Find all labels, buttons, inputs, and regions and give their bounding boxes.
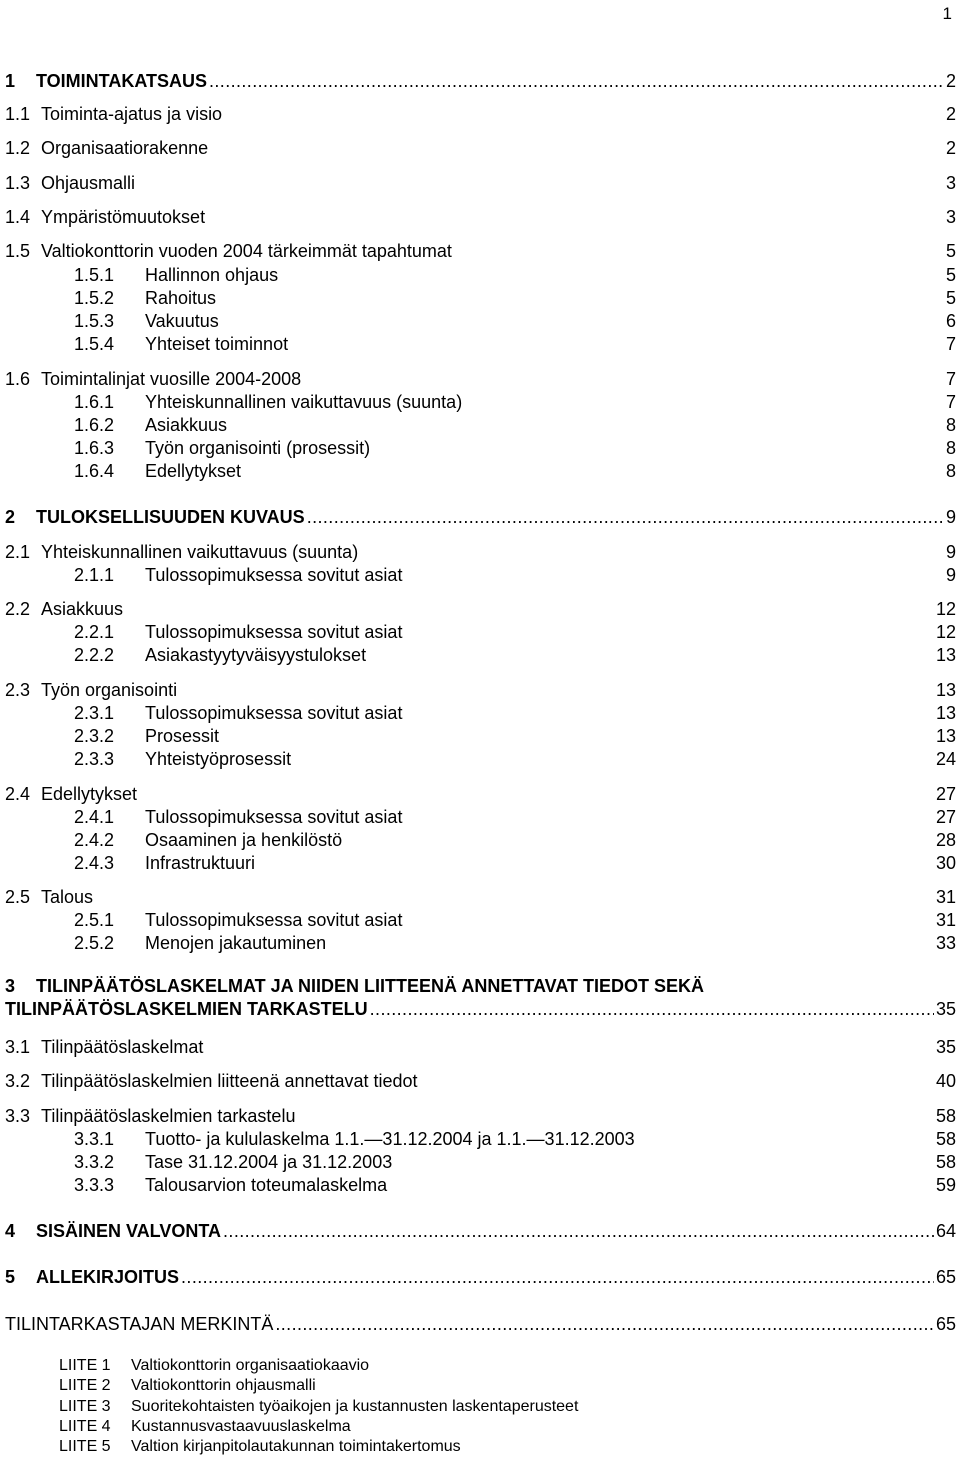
toc-entry-page: 28 <box>935 830 956 850</box>
toc-entry-page: 3 <box>945 207 956 227</box>
toc-entry[interactable] <box>0 564 960 586</box>
toc-entry-number: 2.1 <box>5 542 31 562</box>
toc-entry-page: 65 <box>935 1267 956 1287</box>
toc-entry-title-text: TOIMINTAKATSAUS <box>36 71 207 91</box>
toc-entry-page: 31 <box>935 887 956 907</box>
toc-entry[interactable] <box>0 333 960 355</box>
toc-entry-number: 1.2 <box>5 138 31 158</box>
toc-entry-title: Rahoitus <box>145 288 217 308</box>
toc-entry-title <box>5 998 956 1020</box>
toc-entry-page: 2 <box>945 104 956 124</box>
toc-entry-title-line2: TILINPÄÄTÖSLASKELMIEN TARKASTELU <box>5 999 368 1019</box>
toc-entry-title: Vakuutus <box>145 311 219 331</box>
toc-entry-number: 1 <box>5 71 16 91</box>
toc-entry-page: 33 <box>935 933 956 953</box>
toc-entry-number: 3.3.2 <box>74 1152 115 1172</box>
toc-entry-title: Tilinpäätöslaskelmat <box>41 1037 204 1057</box>
toc-entry-number: 1.5.4 <box>74 334 115 354</box>
toc-entry-title: Toiminta-ajatus ja visio <box>41 104 223 124</box>
toc-entry-page: 30 <box>935 853 956 873</box>
toc-entry-title: Tilinpäätöslaskelmien tarkastelu <box>41 1106 296 1126</box>
toc-entry-page: 58 <box>935 1129 956 1149</box>
toc-entry-number: 1.1 <box>5 104 31 124</box>
toc-entry[interactable] <box>0 437 960 459</box>
toc-entry-title: Toimintalinjat vuosille 2004-2008 <box>41 369 302 389</box>
toc-entry-title-line1: TILINPÄÄTÖSLASKELMAT JA NIIDEN LIITTEENÄ ANNETTAVAT TIEDOT SEKÄ <box>36 976 704 996</box>
toc-entry-title: Edellytykset <box>41 784 138 804</box>
toc-entry-page: 40 <box>935 1071 956 1091</box>
toc-entry-title <box>36 506 956 528</box>
toc-entry-page: 5 <box>945 265 956 285</box>
appendix-code: LIITE 2 <box>59 1377 111 1394</box>
appendix-item[interactable] <box>59 1376 316 1396</box>
toc-entry[interactable] <box>0 1151 960 1173</box>
toc-entry-number: 2.4 <box>5 784 31 804</box>
dot-leader <box>209 70 944 92</box>
toc-entry[interactable] <box>0 1220 960 1242</box>
toc-entry-number: 3.1 <box>5 1037 31 1057</box>
toc-entry[interactable] <box>0 783 960 805</box>
appendix-title: Kustannusvastaavuuslaskelma <box>131 1418 351 1435</box>
toc-entry[interactable] <box>0 1128 960 1150</box>
toc-entry-title-text: TILINTARKASTAJAN MERKINTÄ <box>5 1314 274 1334</box>
toc-entry-page: 5 <box>945 241 956 261</box>
toc-entry-title: Menojen jakautuminen <box>145 933 327 953</box>
toc-entry-page: 27 <box>935 784 956 804</box>
toc-entry[interactable] <box>0 598 960 620</box>
toc-entry-number: 2.4.2 <box>74 830 115 850</box>
toc-entry-page: 65 <box>935 1314 956 1334</box>
toc-entry[interactable] <box>0 287 960 309</box>
toc-entry-number: 2.3.1 <box>74 703 115 723</box>
toc-entry-number: 1.6.1 <box>74 392 115 412</box>
dot-leader <box>223 1220 934 1242</box>
toc-entry-number: 1.6.4 <box>74 461 115 481</box>
toc-entry-number: 2.2.2 <box>74 645 115 665</box>
appendix-item[interactable] <box>59 1397 578 1417</box>
toc-entry-title: Tulossopimuksessa sovitut asiat <box>145 807 403 827</box>
toc-entry[interactable] <box>0 541 960 563</box>
toc-entry[interactable] <box>0 137 960 159</box>
toc-entry-page: 6 <box>945 311 956 331</box>
toc-entry-title: Tulossopimuksessa sovitut asiat <box>145 703 403 723</box>
toc-entry[interactable] <box>0 368 960 390</box>
toc-entry[interactable] <box>0 909 960 931</box>
dot-leader <box>370 998 934 1020</box>
toc-entry[interactable] <box>0 310 960 332</box>
toc-entry-page: 13 <box>935 726 956 746</box>
appendix-code: LIITE 3 <box>59 1398 111 1415</box>
toc-entry-title: Yhteiskunnallinen vaikuttavuus (suunta) <box>145 392 463 412</box>
appendix-item[interactable] <box>59 1437 461 1457</box>
toc-entry-number: 5 <box>5 1267 16 1287</box>
toc-entry-number: 2.3.2 <box>74 726 115 746</box>
toc-entry[interactable] <box>0 806 960 828</box>
toc-entry-number: 3.2 <box>5 1071 31 1091</box>
toc-entry-title: Tulossopimuksessa sovitut asiat <box>145 565 403 585</box>
toc-entry[interactable] <box>0 506 960 528</box>
toc-entry-page: 9 <box>945 565 956 585</box>
toc-entry-page: 58 <box>935 1152 956 1172</box>
toc-entry[interactable] <box>0 103 960 125</box>
toc-entry-title: Valtiokonttorin vuoden 2004 tärkeimmät tapahtumat <box>41 241 452 261</box>
toc-entry-title: Talous <box>41 887 94 907</box>
toc-entry-number: 1.6 <box>5 369 31 389</box>
toc-entry-number: 1.5.2 <box>74 288 115 308</box>
toc-entry[interactable] <box>0 70 960 92</box>
toc-entry[interactable] <box>0 621 960 643</box>
page-number: 1 <box>942 4 952 23</box>
toc-entry-page: 27 <box>935 807 956 827</box>
toc-entry-page: 2 <box>945 138 956 158</box>
toc-entry[interactable] <box>0 391 960 413</box>
toc-entry-title: Tulossopimuksessa sovitut asiat <box>145 910 403 930</box>
appendix-code: LIITE 4 <box>59 1418 111 1435</box>
toc-entry-page: 59 <box>935 1175 956 1195</box>
toc-entry-number: 2.3.3 <box>74 749 115 769</box>
toc-entry-number: 2 <box>5 507 16 527</box>
appendix-item[interactable] <box>59 1356 369 1376</box>
toc-entry-title: Ympäristömuutokset <box>41 207 206 227</box>
toc-entry-title: Työn organisointi (prosessit) <box>145 438 371 458</box>
toc-entry-number: 2.1.1 <box>74 565 115 585</box>
toc-entry-page: 8 <box>945 415 956 435</box>
toc-entry-page: 2 <box>945 71 956 91</box>
toc-entry-title-text: SISÄINEN VALVONTA <box>36 1221 222 1241</box>
appendix-title: Valtion kirjanpitolautakunnan toimintakertomus <box>131 1438 461 1455</box>
toc-entry-title: Ohjausmalli <box>41 173 136 193</box>
toc-entry-page: 31 <box>935 910 956 930</box>
toc-entry-number: 1.6.3 <box>74 438 115 458</box>
toc-entry[interactable] <box>0 1036 960 1058</box>
toc-entry-number: 2.5 <box>5 887 31 907</box>
toc-entry-number: 1.6.2 <box>74 415 115 435</box>
toc-entry-number: 1.5 <box>5 241 31 261</box>
toc-entry-page: 12 <box>935 622 956 642</box>
toc-entry-title <box>5 1313 956 1335</box>
toc-entry-title: Tase 31.12.2004 ja 31.12.2003 <box>145 1152 393 1172</box>
toc-entry[interactable] <box>0 702 960 724</box>
toc-entry[interactable] <box>0 725 960 747</box>
appendix-title: Valtiokonttorin organisaatiokaavio <box>131 1357 370 1374</box>
toc-entry[interactable] <box>0 852 960 874</box>
toc-entry-page: 24 <box>935 749 956 769</box>
dot-leader <box>275 1313 934 1335</box>
toc-entry[interactable] <box>0 460 960 482</box>
toc-entry[interactable] <box>0 414 960 436</box>
appendix-title: Valtiokonttorin ohjausmalli <box>131 1377 316 1394</box>
toc-entry[interactable] <box>0 240 960 262</box>
toc-entry[interactable] <box>0 1070 960 1092</box>
toc-entry-number: 3.3 <box>5 1106 31 1126</box>
toc-entry-title: Hallinnon ohjaus <box>145 265 279 285</box>
toc-entry-title <box>36 70 956 92</box>
toc-entry-page: 13 <box>935 680 956 700</box>
toc-entry[interactable] <box>0 679 960 701</box>
toc-entry-title-text: ALLEKIRJOITUS <box>36 1267 180 1287</box>
toc-entry-page: 64 <box>935 1221 956 1241</box>
toc-entry-number: 3.3.1 <box>74 1129 115 1149</box>
toc-entry-number: 4 <box>5 1221 16 1241</box>
appendix-item[interactable] <box>59 1417 351 1437</box>
toc-entry-page: 9 <box>945 507 956 527</box>
toc-entry-number: 2.2.1 <box>74 622 115 642</box>
toc-entry[interactable] <box>0 932 960 954</box>
toc-entry-title: Yhteiset toiminnot <box>145 334 289 354</box>
toc-entry[interactable] <box>0 998 960 1020</box>
toc-entry-page: 12 <box>935 599 956 619</box>
dot-leader <box>307 506 944 528</box>
toc-entry-title <box>36 1266 956 1288</box>
toc-entry-page: 13 <box>935 703 956 723</box>
toc-entry-page: 35 <box>935 999 956 1019</box>
toc-entry[interactable] <box>0 644 960 666</box>
toc-entry-page: 58 <box>935 1106 956 1126</box>
toc-entry[interactable] <box>0 1266 960 1288</box>
toc-entry-title: Tilinpäätöslaskelmien liitteenä annettavat tiedot <box>41 1071 418 1091</box>
toc-entry-title: Yhteistyöprosessit <box>145 749 292 769</box>
toc-entry-number: 2.5.1 <box>74 910 115 930</box>
toc-entry-page: 8 <box>945 438 956 458</box>
toc-entry-title: Edellytykset <box>145 461 242 481</box>
toc-entry-title: Infrastruktuuri <box>145 853 256 873</box>
toc-entry-number: 2.5.2 <box>74 933 115 953</box>
toc-entry-number: 2.4.3 <box>74 853 115 873</box>
toc-entry[interactable] <box>0 206 960 228</box>
toc-entry[interactable] <box>0 1313 960 1335</box>
toc-entry[interactable] <box>0 748 960 770</box>
toc-entry-title: Osaaminen ja henkilöstö <box>145 830 343 850</box>
toc-entry-title: Asiakastyytyväisyystulokset <box>145 645 367 665</box>
toc-entry-number: 1.5.3 <box>74 311 115 331</box>
toc-entry-number: 1.3 <box>5 173 31 193</box>
toc-entry-title: Asiakkuus <box>145 415 228 435</box>
toc-entry-title: Prosessit <box>145 726 220 746</box>
appendix-title: Suoritekohtaisten työaikojen ja kustannusten laskentaperusteet <box>131 1398 579 1415</box>
toc-entry-page: 9 <box>945 542 956 562</box>
toc-entry[interactable] <box>0 829 960 851</box>
toc-entry-title: Tuotto- ja kululaskelma 1.1.—31.12.2004 ja 1.1.—31.12.2003 <box>145 1129 635 1149</box>
toc-entry-page: 7 <box>945 334 956 354</box>
toc-entry-number: 1.4 <box>5 207 31 227</box>
toc-entry[interactable] <box>0 886 960 908</box>
toc-entry-page: 35 <box>935 1037 956 1057</box>
toc-entry-page: 5 <box>945 288 956 308</box>
toc-entry-title: Yhteiskunnallinen vaikuttavuus (suunta) <box>41 542 359 562</box>
toc-entry-title: Organisaatiorakenne <box>41 138 209 158</box>
toc-entry[interactable] <box>0 264 960 286</box>
toc-entry-title-text: TULOKSELLISUUDEN KUVAUS <box>36 507 305 527</box>
toc-entry-page: 13 <box>935 645 956 665</box>
toc-entry-title: Tulossopimuksessa sovitut asiat <box>145 622 403 642</box>
toc-entry-number: 2.2 <box>5 599 31 619</box>
toc-entry[interactable] <box>0 1174 960 1196</box>
toc-entry-number: 2.3 <box>5 680 31 700</box>
toc-entry-number: 1.5.1 <box>74 265 115 285</box>
toc-entry-page: 8 <box>945 461 956 481</box>
dot-leader <box>181 1266 934 1288</box>
toc-entry-title: Talousarvion toteumalaskelma <box>145 1175 388 1195</box>
toc-entry[interactable] <box>0 1105 960 1127</box>
toc-entry-page: 3 <box>945 173 956 193</box>
toc-entry-title: Työn organisointi <box>41 680 178 700</box>
toc-entry-title <box>36 1220 956 1242</box>
appendix-code: LIITE 5 <box>59 1438 111 1455</box>
toc-entry-number: 3 <box>5 976 16 996</box>
toc-entry-title: Asiakkuus <box>41 599 124 619</box>
toc-entry-number: 2.4.1 <box>74 807 115 827</box>
toc-entry[interactable] <box>0 172 960 194</box>
toc-entry-page: 7 <box>945 392 956 412</box>
toc-entry-number: 3.3.3 <box>74 1175 115 1195</box>
toc-entry-page: 7 <box>945 369 956 389</box>
appendix-code: LIITE 1 <box>59 1357 111 1374</box>
